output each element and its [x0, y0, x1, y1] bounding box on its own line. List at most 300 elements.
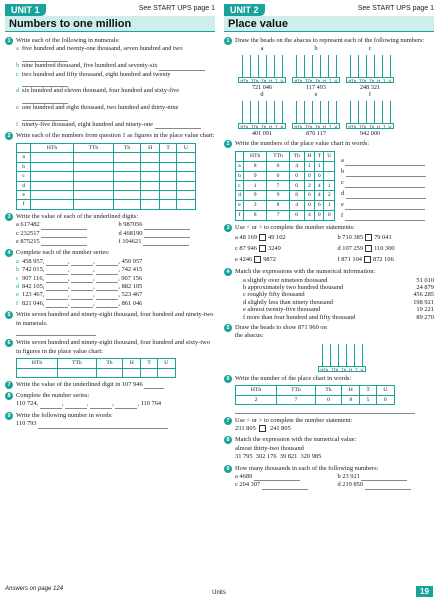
item-text: f 104621: [118, 237, 143, 245]
item-letter: a: [16, 45, 19, 53]
question-9: [224, 465, 434, 490]
abacus[interactable]: [346, 91, 394, 137]
number-series: a 458 957, , , , 450 957: [16, 257, 143, 265]
table-cell[interactable]: [73, 172, 113, 181]
place-label: HTh: [348, 78, 357, 84]
see-reference: See START UPS page 1: [138, 5, 215, 12]
answer-line[interactable]: [143, 240, 189, 246]
table-cell[interactable]: [176, 190, 195, 199]
item-letter: d: [16, 282, 20, 290]
table-cell[interactable]: [113, 200, 140, 209]
question-number: 2: [224, 140, 232, 148]
question-3: [224, 224, 434, 265]
series-end: 110 764: [140, 400, 162, 408]
table-cell: 8: [243, 210, 267, 220]
place-label: T: [355, 366, 358, 372]
numeric-value: 198 921: [413, 298, 434, 306]
item-text: e 875215: [16, 237, 42, 245]
item-letter: a: [16, 257, 19, 265]
table-cell[interactable]: [176, 172, 195, 181]
question-number: 8: [224, 436, 232, 444]
abacus-number: 942 000: [359, 130, 381, 138]
place-label: T: [275, 78, 278, 84]
abacus-number: 721 046: [251, 84, 273, 92]
number-b: 110 300: [374, 245, 395, 253]
symbol-box[interactable]: [259, 245, 266, 252]
table-cell[interactable]: [141, 200, 160, 209]
answers-note: Answers on page 124: [5, 586, 64, 592]
column-header: T: [141, 359, 157, 368]
place-label: H: [269, 78, 272, 84]
abacus-frame: [346, 52, 394, 78]
table-cell[interactable]: [160, 172, 177, 181]
table-cell[interactable]: [113, 190, 140, 199]
table-cell: 0: [304, 201, 315, 211]
abacus-frame: [318, 341, 366, 367]
place-label: HTh: [294, 124, 303, 130]
table-cell: 0: [289, 210, 304, 220]
table-cell: [324, 171, 335, 181]
place-label: T: [329, 78, 332, 84]
abacus-number: 248 321: [359, 84, 381, 92]
match-row: [235, 277, 434, 284]
table-cell: 4: [315, 191, 324, 201]
place-label: Th: [341, 366, 347, 372]
row-label: c: [17, 172, 31, 181]
answer-line[interactable]: [115, 403, 137, 409]
expression: b approximately two hundred thousand: [243, 284, 344, 292]
table-cell[interactable]: [73, 181, 113, 190]
answer-row: [341, 188, 434, 199]
question-prompt: Match the expression with the numerical value:: [235, 436, 357, 444]
question-item: [16, 45, 215, 62]
page-title: Place value: [224, 16, 434, 32]
table-cell[interactable]: [141, 162, 160, 171]
table-cell: 1: [315, 161, 324, 171]
question-number: 5: [224, 324, 232, 332]
question-prompt: Match the expressions with the numerical information:: [235, 268, 376, 276]
question-6: [224, 375, 434, 414]
abacus[interactable]: [238, 45, 286, 91]
table-cell: 4: [315, 181, 324, 191]
place-label: H: [323, 78, 326, 84]
expression: e almost twenty-five thousand: [243, 306, 321, 314]
answer-line[interactable]: [235, 408, 415, 414]
row-label-header: [17, 143, 31, 152]
match-row: [235, 314, 434, 321]
answer-line[interactable]: [38, 423, 168, 429]
place-label: T: [275, 124, 278, 130]
column-header: TTh: [58, 359, 97, 368]
question-number: 4: [5, 249, 13, 257]
abacus[interactable]: [238, 91, 286, 137]
item-text: nine hundred thousand, five hundred and seventy-six: [22, 62, 160, 70]
table-cell: 1: [243, 181, 267, 191]
table-cell[interactable]: [160, 153, 177, 162]
number-a: d 107 259: [337, 245, 364, 253]
question-8: 8 Complete the number series: 110 724, , , , , 110 764: [5, 392, 215, 409]
place-label: H: [269, 124, 272, 130]
question-item: [235, 473, 332, 481]
table-cell: 7: [267, 210, 289, 220]
place-label: Th: [315, 124, 321, 130]
question-item: [16, 238, 113, 246]
answer-line[interactable]: [65, 403, 87, 409]
place-label: U: [280, 78, 284, 84]
table-cell[interactable]: [160, 162, 177, 171]
question-item: [235, 481, 332, 489]
abacus-frame: [346, 98, 394, 124]
place-label: Th: [261, 78, 267, 84]
answer-row: [341, 210, 434, 221]
table-cell[interactable]: [141, 153, 160, 162]
column-header: TTh: [73, 143, 113, 152]
answer-line[interactable]: [345, 215, 425, 221]
numeric-value: 19 221: [416, 306, 434, 314]
column-header: TTh: [267, 151, 289, 161]
symbol-box[interactable]: [364, 256, 371, 263]
column-header: T: [315, 151, 324, 161]
table-cell[interactable]: [176, 153, 195, 162]
question-prompt: Write the value of the underlined digit in 107 946: [16, 380, 143, 388]
question-prompt: Use < or > to complete the number statements:: [235, 223, 355, 231]
footer-center: Units: [212, 590, 226, 596]
comparison: [235, 243, 332, 254]
answer-line[interactable]: [96, 302, 118, 308]
table-cell[interactable]: [113, 153, 140, 162]
series-start: 907 116,: [22, 274, 46, 282]
table-cell: 0: [289, 171, 304, 181]
table-cell[interactable]: [113, 181, 140, 190]
match-row: [235, 284, 434, 291]
abacus-letter: a: [260, 45, 264, 53]
answer-line[interactable]: [155, 123, 201, 129]
question-prompt: Write each of the numbers from question 1 as figures in the place value chart:: [16, 132, 215, 140]
question-2: [224, 140, 434, 220]
row-label-header: [236, 151, 244, 161]
series-start: 458 957,: [22, 257, 46, 265]
item-text: one hundred and eight thousand, two hundred and thirty-nine: [22, 104, 179, 112]
table-cell: 0: [304, 171, 315, 181]
column-header: TTh: [277, 386, 316, 395]
question-number: 6: [5, 339, 13, 347]
table-cell[interactable]: [123, 368, 141, 377]
unit-badge: UNIT 2: [224, 4, 265, 16]
table-cell[interactable]: [31, 200, 74, 209]
place-label: T: [383, 78, 386, 84]
question-item: [338, 473, 435, 481]
symbol-box[interactable]: [254, 256, 261, 263]
table-cell[interactable]: [73, 200, 113, 209]
abacus[interactable]: [346, 45, 394, 91]
table-cell[interactable]: [17, 368, 58, 377]
place-label: TTh: [359, 78, 367, 84]
question-item: [16, 71, 215, 88]
series-end: 882 105: [121, 282, 143, 290]
number-b: 241 805: [270, 424, 291, 432]
abacus-number: 876 117: [306, 130, 326, 138]
question-6: [5, 339, 215, 377]
answer-line[interactable]: [71, 302, 93, 308]
table-cell[interactable]: [141, 368, 157, 377]
answer-line[interactable]: [345, 160, 425, 166]
answer-line[interactable]: [41, 240, 87, 246]
column-header: H: [141, 143, 160, 152]
column-header: H: [123, 359, 141, 368]
table-cell: 3: [243, 201, 267, 211]
question-item: [119, 230, 216, 238]
row-label: d: [17, 181, 31, 190]
table-cell[interactable]: [73, 153, 113, 162]
answer-line[interactable]: [262, 484, 308, 490]
table-cell[interactable]: [176, 200, 195, 209]
question-9: [5, 412, 215, 429]
question-number: 7: [224, 417, 232, 425]
table-cell[interactable]: [141, 190, 160, 199]
place-label: TTh: [305, 124, 313, 130]
column-header: U: [376, 386, 394, 395]
table-cell[interactable]: [160, 181, 177, 190]
question-number: 1: [5, 37, 13, 45]
answer-line[interactable]: [16, 330, 96, 336]
table-cell[interactable]: [31, 162, 74, 171]
table-cell[interactable]: [160, 200, 177, 209]
series-start: 123 467,: [22, 291, 46, 299]
series-start: 842 105,: [22, 282, 46, 290]
number-b: 79 041: [374, 234, 392, 242]
question-5: [5, 311, 215, 336]
question-prompt: Write seven hundred and ninety-eight thousand, four hundred and sixty-two in figures in the place value chart:: [16, 339, 210, 355]
question-number: 3: [5, 213, 13, 221]
column-header: Th: [289, 151, 304, 161]
item-text: b 987056: [118, 221, 145, 229]
item-letter: d: [16, 87, 20, 95]
unit-badge: UNIT 1: [5, 4, 46, 16]
abacus-frame: [292, 98, 340, 124]
column-header: H: [304, 151, 315, 161]
row-label: b: [17, 162, 31, 171]
question-item: [16, 230, 113, 238]
abacus[interactable]: [292, 45, 340, 91]
number-a: c 87 946: [235, 245, 258, 253]
abacus-frame: [292, 52, 340, 78]
abacus-labels: [292, 124, 340, 129]
answer-line[interactable]: [346, 171, 426, 177]
question-number: 9: [224, 465, 232, 473]
column-header: Th: [96, 359, 122, 368]
question-item: [16, 87, 215, 104]
match-row: [235, 299, 434, 306]
table-cell: 7: [277, 395, 316, 404]
abacus[interactable]: [292, 91, 340, 137]
question-number: 7: [5, 381, 13, 389]
item-letter: c: [16, 70, 19, 78]
table-cell: 5: [360, 395, 376, 404]
question-item: [119, 238, 216, 246]
abacus-labels: [238, 78, 286, 83]
table-cell: 8: [243, 161, 267, 171]
column-header: H: [342, 386, 360, 395]
abacus-letter: d: [260, 91, 264, 99]
place-label: TTh: [305, 78, 313, 84]
place-label: U: [334, 78, 338, 84]
table-cell[interactable]: [58, 368, 97, 377]
item-letter: e: [16, 104, 19, 112]
series-end: 742 415: [121, 266, 143, 274]
expression: a slightly over nineteen thousand: [243, 276, 328, 284]
question-prompt: Write the value of each of the underlined digits:: [16, 212, 139, 220]
series-start: 110 724,: [16, 400, 39, 408]
match-row: [235, 306, 434, 313]
number-series: d 842 105, , , , 882 105: [16, 282, 143, 290]
question-item: [16, 62, 215, 70]
abacus-labels: [292, 78, 340, 83]
table-cell: 6: [315, 201, 324, 211]
place-label: Th: [261, 124, 267, 130]
place-label: HTh: [294, 78, 303, 84]
question-number: 3: [224, 224, 232, 232]
table-cell[interactable]: [157, 368, 175, 377]
number-a: e 4246: [235, 256, 253, 264]
answer-line[interactable]: [346, 193, 426, 199]
row-label: b: [236, 171, 244, 181]
answer-line[interactable]: [46, 302, 68, 308]
answer-line[interactable]: [90, 403, 112, 409]
answer-line[interactable]: [144, 383, 164, 389]
expression: f more than four hundred and fifty thousand: [243, 313, 356, 321]
expression: c roughly fifty thousand: [243, 291, 305, 299]
match-row: [235, 291, 434, 298]
symbol-box[interactable]: [259, 425, 266, 432]
table-cell[interactable]: [73, 190, 113, 199]
expression: almost thirty-two thousand: [235, 444, 304, 452]
table-cell: 2: [324, 191, 335, 201]
item-text: two hundred and fifty thousand, eight hundred and twenty: [22, 70, 171, 78]
page-number: 19: [416, 586, 433, 597]
table-cell[interactable]: [73, 162, 113, 171]
table-cell[interactable]: [31, 153, 74, 162]
answer-line[interactable]: [40, 403, 62, 409]
answer-line[interactable]: [345, 204, 425, 210]
table-cell: 0: [376, 395, 394, 404]
place-label: HTh: [320, 366, 329, 372]
place-label: U: [388, 78, 392, 84]
column-header: Th: [113, 143, 140, 152]
unit1-column: [5, 4, 215, 429]
abacus[interactable]: [318, 341, 366, 372]
column-header: HTh: [236, 386, 277, 395]
number-series: c 907 116, , , , 907 156: [16, 274, 143, 282]
question-number: 4: [224, 268, 232, 276]
table-cell[interactable]: [96, 368, 122, 377]
place-label: U: [280, 124, 284, 130]
series-start: 821 046,: [22, 299, 46, 307]
table-cell[interactable]: [176, 162, 195, 171]
comparison: [338, 243, 435, 254]
table-cell[interactable]: [141, 181, 160, 190]
symbol-box[interactable]: [365, 245, 372, 252]
column-header: HTh: [31, 143, 74, 152]
table-cell[interactable]: [31, 190, 74, 199]
place-value-chart: [16, 358, 176, 377]
table-cell: 0: [267, 171, 289, 181]
table-cell[interactable]: [113, 162, 140, 171]
number-a: b 710 385: [337, 234, 364, 242]
question-number: 8: [5, 392, 13, 400]
question-number: 1: [224, 37, 232, 45]
place-label: Th: [315, 78, 321, 84]
row-label: e: [236, 201, 244, 211]
item-text: b 23 921: [337, 472, 362, 480]
table-cell[interactable]: [141, 172, 160, 181]
comparison: [235, 254, 332, 265]
abacus-number: 117 493: [306, 84, 326, 92]
table-cell[interactable]: [160, 190, 177, 199]
column-header: HTh: [17, 359, 58, 368]
answer-line[interactable]: [345, 182, 425, 188]
item-text: a 4689: [235, 472, 254, 480]
numeric-value: 89 270: [416, 313, 434, 321]
table-cell[interactable]: [176, 181, 195, 190]
table-cell: 0: [289, 181, 304, 191]
question-prompt: Complete the number series:: [16, 392, 90, 400]
row-label: a: [236, 161, 244, 171]
place-label: HTh: [240, 124, 249, 130]
item-letter: c: [341, 178, 346, 186]
unit2-column: [224, 4, 434, 490]
table-cell[interactable]: [113, 172, 140, 181]
table-cell: 4: [289, 161, 304, 171]
symbol-box[interactable]: [365, 234, 372, 241]
place-label: U: [388, 124, 392, 130]
page-footer: [5, 586, 433, 597]
number-a: 231 805: [235, 424, 256, 432]
abacus-letter: b: [314, 45, 318, 53]
table-cell: 8: [289, 191, 304, 201]
table-cell: 9: [243, 191, 267, 201]
item-letter: f: [16, 121, 19, 129]
answer-line[interactable]: [365, 484, 411, 490]
item-text: d 468190: [118, 229, 145, 237]
column-header: Th: [315, 386, 341, 395]
symbol-box[interactable]: [259, 234, 266, 241]
place-label: Th: [369, 124, 375, 130]
see-reference: See START UPS page 1: [357, 5, 434, 12]
question-prompt: Write the numbers of the place value chart in words:: [235, 140, 370, 148]
question-prompt: Draw the beads to show 871 960 on the abacus:: [235, 324, 327, 340]
series-end: 907 156: [121, 274, 143, 282]
item-letter: f: [341, 211, 345, 219]
item-letter: c: [16, 274, 19, 282]
table-cell[interactable]: [31, 172, 74, 181]
abacus-letter: c: [368, 45, 372, 53]
place-label: T: [383, 124, 386, 130]
place-label: U: [360, 366, 364, 372]
table-cell: [324, 161, 335, 171]
item-text: five hundred and twenty-one thousand, seven hundred and two: [22, 45, 183, 53]
item-text: a 617482: [16, 221, 42, 229]
column-header: U: [157, 359, 175, 368]
item-text: ninety-five thousand, eight hundred and ninety-one: [22, 121, 155, 129]
table-cell: 4: [289, 201, 304, 211]
table-cell: 8: [267, 201, 289, 211]
item-text: six hundred and eleven thousand, four hundred and sixty-five: [22, 87, 180, 95]
number-b: 3249: [268, 245, 281, 253]
place-value-chart: [16, 143, 196, 210]
number-b: 49 102: [268, 234, 286, 242]
place-label: H: [377, 78, 380, 84]
table-cell[interactable]: [31, 181, 74, 190]
